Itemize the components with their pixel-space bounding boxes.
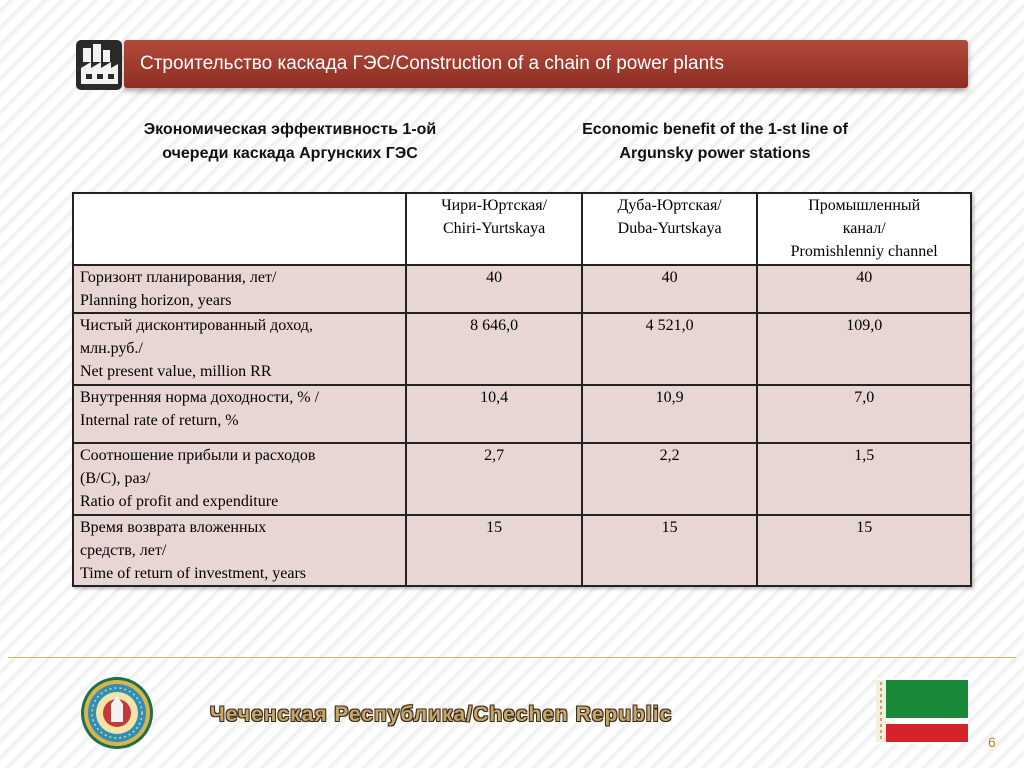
value-cell: 15 xyxy=(582,515,758,586)
label-line: Внутренняя норма доходности, % / xyxy=(80,389,320,406)
subtitle-en-line: Economic benefit of the 1-st line of xyxy=(582,121,848,138)
row-label xyxy=(73,515,406,586)
factory-icon xyxy=(74,38,124,92)
table-row xyxy=(73,385,971,443)
label-line: средств, лет/ xyxy=(80,542,167,559)
subtitle-en-line: Argunsky power stations xyxy=(619,145,811,162)
value-cell: 10,9 xyxy=(582,385,758,443)
emblem-icon xyxy=(80,676,154,750)
economic-benefit-table xyxy=(72,192,972,587)
header-line: Дуба-Юртская/ xyxy=(617,197,722,214)
value-cell: 40 xyxy=(582,265,758,313)
value-cell: 2,2 xyxy=(582,443,758,515)
value-cell: 1,5 xyxy=(757,443,971,515)
label-line: млн.руб./ xyxy=(80,340,143,357)
table-row xyxy=(73,443,971,515)
row-label xyxy=(73,443,406,515)
subtitle-ru-line: Экономическая эффективность 1-ой xyxy=(143,121,437,138)
value-cell: 15 xyxy=(406,515,582,586)
subtitle-english xyxy=(520,118,910,166)
label-line: Time of return of investment, years xyxy=(80,565,307,582)
value-cell: 8 646,0 xyxy=(406,313,582,385)
flag-icon xyxy=(876,678,968,744)
label-line: Чистый дисконтированный доход, xyxy=(80,317,313,334)
value-cell: 2,7 xyxy=(406,443,582,515)
value-cell: 109,0 xyxy=(757,313,971,385)
header-line: Promishlenniy channel xyxy=(790,243,938,260)
table-header-row xyxy=(73,193,971,265)
label-line: Соотношение прибыли и расходов xyxy=(80,447,316,464)
header-line: Duba-Yurtskaya xyxy=(617,220,722,237)
label-line: Internal rate of return, % xyxy=(80,412,239,429)
value-cell: 4 521,0 xyxy=(582,313,758,385)
label-line: Planning horizon, years xyxy=(80,292,232,309)
value-cell: 7,0 xyxy=(757,385,971,443)
header-line: канал/ xyxy=(842,220,886,237)
header-line: Промышленный xyxy=(808,197,921,214)
label-line: Net present value, million RR xyxy=(80,363,272,380)
value-cell: 10,4 xyxy=(406,385,582,443)
page-number: 6 xyxy=(988,734,996,750)
value-cell: 15 xyxy=(757,515,971,586)
table-row xyxy=(73,265,971,313)
row-label xyxy=(73,385,406,443)
header-cell-empty xyxy=(73,193,406,265)
header-bar xyxy=(124,40,968,88)
table-row xyxy=(73,313,971,385)
label-line: (B/C), раз/ xyxy=(80,470,151,487)
footer-title: Чеченская Республика/Chechen Republic xyxy=(210,703,673,726)
subtitle-ru-line: очереди каскада Аргунских ГЭС xyxy=(162,145,418,162)
table-row xyxy=(73,515,971,586)
header-cell-chiri-yurtskaya xyxy=(406,193,582,265)
row-label xyxy=(73,313,406,385)
header-cell-promishlenniy-channel xyxy=(757,193,971,265)
header-line: Chiri-Yurtskaya xyxy=(443,220,546,237)
subtitle-russian xyxy=(90,118,490,166)
header-line: Чири-Юртская/ xyxy=(441,197,548,214)
label-line: Ratio of profit and expenditure xyxy=(80,493,279,510)
footer-divider xyxy=(8,657,1016,658)
label-line: Горизонт планирования, лет/ xyxy=(80,269,277,286)
row-label xyxy=(73,265,406,313)
value-cell: 40 xyxy=(406,265,582,313)
slide-title: Строительство каскада ГЭС/Construction of a chain of power plants xyxy=(140,53,724,74)
label-line: Время возврата вложенных xyxy=(80,519,267,536)
header-cell-duba-yurtskaya xyxy=(582,193,758,265)
value-cell: 40 xyxy=(757,265,971,313)
